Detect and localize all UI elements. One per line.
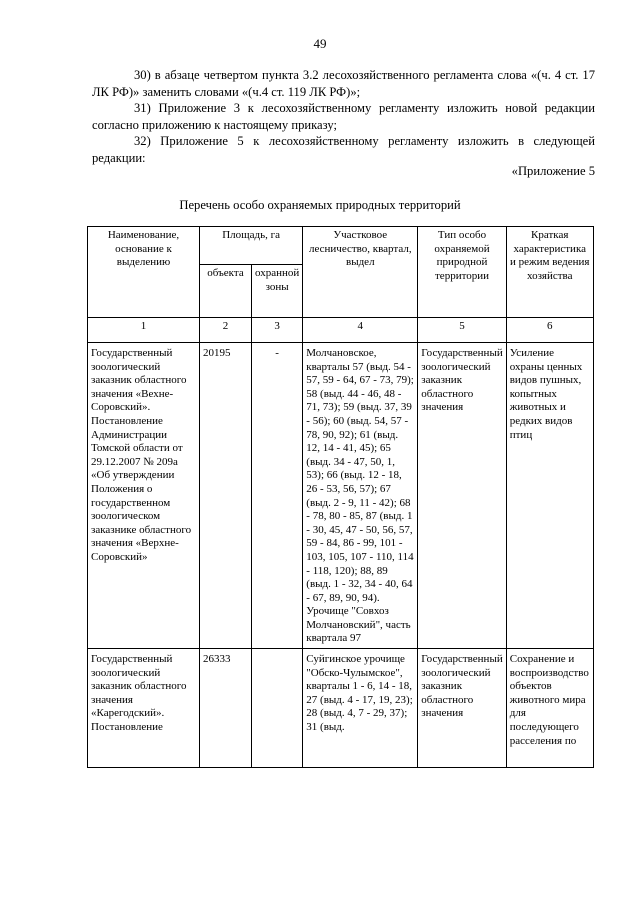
appendix-reference: «Приложение 5 bbox=[511, 164, 595, 178]
cell-description: Сохранение и воспроизводство объектов животного мира для последующего расселения по bbox=[506, 649, 593, 768]
table-row bbox=[88, 343, 594, 649]
paragraph-31: 31) Приложение 3 к лесохозяйственному регламенту изложить новой редакции согласно приложению к настоящему приказу; bbox=[92, 101, 595, 132]
cell-area-object: 26333 bbox=[200, 649, 252, 768]
header-name: Наименование, основание к выделению bbox=[88, 227, 200, 318]
table-header-row bbox=[88, 227, 594, 265]
header-area-zone: охранной зоны bbox=[252, 265, 303, 318]
cell-name: Государственный зоологический заказник областного значения «Карегодский». Постановление bbox=[88, 649, 200, 768]
column-number: 3 bbox=[252, 318, 303, 343]
paragraph-30: 30) в абзаце четвертом пункта 3.2 лесохозяйственного регламента слова «(ч. 4 ст. 17 ЛК РФ)» заменить словами «(ч.4 ст. 119 ЛК РФ)»; bbox=[92, 68, 595, 99]
protected-areas-table bbox=[87, 226, 594, 768]
cell-area-object: 20195 bbox=[200, 343, 252, 649]
column-number-row bbox=[88, 318, 594, 343]
paragraph-32: 32) Приложение 5 к лесохозяйственному регламенту изложить в следующей редакции: bbox=[92, 134, 595, 165]
cell-type: Государственный зоологический заказник областного значения bbox=[418, 649, 506, 768]
column-number: 1 bbox=[88, 318, 200, 343]
header-area-object: объекта bbox=[200, 265, 252, 318]
header-type: Тип особо охраняемой природной территории bbox=[418, 227, 506, 318]
cell-forestry: Суйгинское урочище "Обско-Чулымское", кварталы 1 - 6, 14 - 18, 27 (выд. 4 - 17, 19, 23); 28 (выд. 4, 7 - 29, 37); 31 (выд. bbox=[303, 649, 418, 768]
header-area: Площадь, га bbox=[200, 227, 303, 265]
column-number: 6 bbox=[506, 318, 593, 343]
cell-area-zone: - bbox=[252, 343, 303, 649]
cell-name: Государственный зоологический заказник областного значения «Вехне-Соровский». Постановление Администрации Томской области от 29.12.2007 № 209а «Об утверждении Положения о государственном зоологическом заказнике областного значения «Верхне-Соровский» bbox=[88, 343, 200, 649]
cell-type: Государственный зоологический заказник областного значения bbox=[418, 343, 506, 649]
header-description: Краткая характеристика и режим ведения хозяйства bbox=[506, 227, 593, 318]
column-number: 4 bbox=[303, 318, 418, 343]
table-title: Перечень особо охраняемых природных территорий bbox=[179, 198, 461, 212]
table-row bbox=[88, 649, 594, 768]
column-number: 2 bbox=[200, 318, 252, 343]
cell-description: Усиление охраны ценных видов пушных, копытных животных и редких видов птиц bbox=[506, 343, 593, 649]
page-number: 49 bbox=[313, 36, 327, 51]
cell-forestry: Молчановское, кварталы 57 (выд. 54 - 57, 59 - 64, 67 - 73, 79); 58 (выд. 44 - 46, 48 - 71, 73); 59 (выд. 37, 39 - 56); 60 (выд. 54, 57 - 78, 90, 92); 61 (выд. 12, 14 - 41, 45); 65 (выд. 34 - 47, 50, 1, 53); 66 (выд. 12 - 18, 26 - 53, 56, 57); 67 (выд. 2 - 9, 11 - 42); 68 - 78, 80 - 85, 87 (выд. 1 - 30, 45, 47 - 50, 56, 57, 59 - 84, 86 - 99, 101 - 103, 105, 107 - 110, 114 - 118, 120); 88, 89 (выд. 1 - 32, 34 - 40, 64 - 67, 89, 90, 94). Урочище "Совхоз Молчановский", часть квартала 97 bbox=[303, 343, 418, 649]
column-number: 5 bbox=[418, 318, 506, 343]
header-forestry: Участковое лесничество, квартал, выдел bbox=[303, 227, 418, 318]
cell-area-zone bbox=[252, 649, 303, 768]
